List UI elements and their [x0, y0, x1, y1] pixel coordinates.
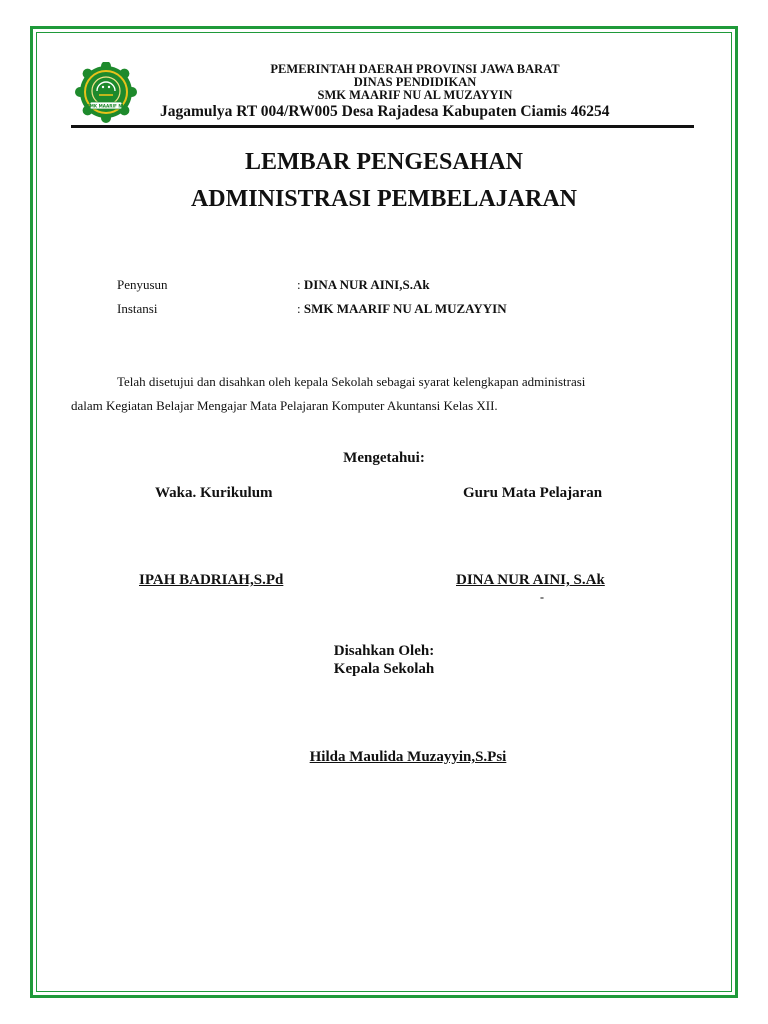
- letterhead-line-2: DINAS PENDIDIKAN: [353, 75, 477, 89]
- right-signer-role: Guru Mata Pelajaran: [463, 485, 603, 501]
- mengetahui-heading: Mengetahui:: [343, 450, 425, 466]
- field-separator: :: [297, 277, 301, 292]
- instansi-label: Instansi: [117, 301, 158, 316]
- penyusun-value: DINA NUR AINI,S.Ak: [303, 277, 430, 292]
- disahkan-heading: Disahkan Oleh:: [333, 643, 435, 659]
- left-signer-role: Waka. Kurikulum: [155, 485, 273, 501]
- kepala-sekolah-name: Hilda Maulida Muzayyin,S.Psi: [309, 749, 507, 765]
- svg-text:SMK MAARIF NU: SMK MAARIF NU: [86, 103, 126, 109]
- field-separator: :: [297, 301, 301, 316]
- letterhead-line-1: PEMERINTAH DAERAH PROVINSI JAWA BARAT: [270, 62, 560, 76]
- penyusun-label: Penyusun: [117, 277, 168, 292]
- document-title-line-2: ADMINISTRASI PEMBELAJARAN: [190, 186, 578, 212]
- right-signer-name: DINA NUR AINI, S.Ak: [456, 572, 605, 588]
- body-text-line-1: Telah disetujui dan disahkan oleh kepala Sekolah sebagai syarat kelengkapan administrasi: [117, 374, 586, 389]
- page-border-inner: [36, 32, 732, 992]
- letterhead-divider: [71, 125, 694, 128]
- kepala-sekolah-role: Kepala Sekolah: [333, 661, 435, 677]
- letterhead-address: Jagamulya RT 004/RW005 Desa Rajadesa Kabupaten Ciamis 46254: [160, 103, 610, 120]
- body-text-line-2: dalam Kegiatan Belajar Mengajar Mata Pelajaran Komputer Akuntansi Kelas XII.: [71, 398, 498, 413]
- document-title-line-1: LEMBAR PENGESAHAN: [244, 149, 524, 175]
- instansi-value: SMK MAARIF NU AL MUZAYYIN: [303, 301, 507, 316]
- penyusun-value-row: [297, 277, 430, 293]
- letterhead-line-3: SMK MAARIF NU AL MUZAYYIN: [317, 88, 513, 102]
- instansi-value-row: [297, 301, 507, 317]
- left-signer-name: IPAH BADRIAH,S.Pd: [139, 572, 284, 588]
- right-signer-mark: -: [540, 590, 544, 604]
